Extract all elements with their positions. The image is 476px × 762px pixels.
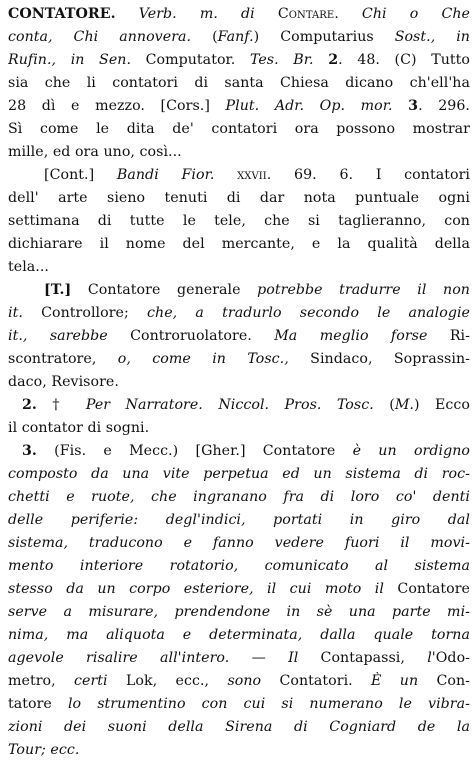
- entry-line-31: tatore lo strumentino con cui si numerano le vibra-: [8, 696, 470, 712]
- entry-line-20: 3. (Fis. e Mecc.) [Gher.] Contatore è un ordigno: [22, 443, 470, 459]
- entry-line-7: mille, ed ora uno, così...: [8, 144, 182, 160]
- entry-line-26: stesso da un corpo esteriore, il cui moto il Contatore: [8, 581, 470, 597]
- entry-line-19: il contator di sogni.: [8, 420, 150, 436]
- entry-line-29: agevole risalire all'intero. — Il Contapassi, l'Odo-: [8, 650, 470, 666]
- entry-line-1: CONTATORE. Verb. m. di Contare. Chi o Che: [8, 6, 470, 22]
- entry-line-32: zioni dei suoni della Sirena di Cogniard de la: [8, 719, 470, 735]
- entry-line-22: chetti e ruote, che ingranano fra di loro co' denti: [8, 489, 470, 505]
- entry-line-23: delle periferie: degl'indici, portati in giro dal: [8, 512, 470, 528]
- entry-line-28: nima, ma aliquota e determinata, dalla quale torna: [8, 627, 470, 643]
- entry-line-15: it., sarebbe Controruolatore. Ma meglio forse Ri-: [8, 328, 470, 344]
- entry-line-17: daco, Revisore.: [8, 374, 119, 390]
- entry-line-16: scontratore, o, come in Tosc., Sindaco, Soprassin-: [8, 351, 470, 367]
- entry-line-4: sia che li contatori di santa Chiesa dicano ch'ell'ha: [8, 75, 470, 91]
- entry-line-3: Rufin., in Sen. Computator. Tes. Br. 2. 48. (C) Tutto: [8, 52, 470, 68]
- headword: CONTATORE: [8, 6, 111, 22]
- entry-line-13: [T.] Contatore generale potrebbe tradurre il non: [44, 282, 470, 298]
- entry-line-27: serve a misurare, prendendone in sè una parte mi-: [8, 604, 470, 620]
- entry-line-9: dell' arte sieno tenuti di dar nota puntuale ogni: [8, 190, 470, 206]
- entry-line-2: conta, Chi annovera. (Fanf.) Computarius Sost., in: [8, 29, 470, 45]
- entry-line-30: metro, certi Lok, ecc., sono Contatori. È un Con-: [8, 673, 470, 689]
- entry-line-11: dichiarare il nome del mercante, e la qualità della: [8, 236, 470, 252]
- entry-line-24: sistema, traducono e fanno vedere fuori il movi-: [8, 535, 470, 551]
- entry-line-18: 2. † Per Narratore. Niccol. Pros. Tosc. (M.) Ecco: [22, 397, 470, 413]
- entry-line-10: settimana di tutte le tele, che si taglieranno, con: [8, 213, 470, 229]
- entry-line-8: [Cont.] Bandi Fior. xxvii. 69. 6. I contatori: [44, 167, 470, 183]
- entry-line-6: Sì come le dita de' contatori ora possono mostrar: [8, 121, 470, 137]
- entry-line-33: Tour; ecc.: [8, 742, 80, 758]
- entry-line-21: composto da una vite perpetua ed un sistema di roc-: [8, 466, 470, 482]
- entry-line-25: mento interiore rotatorio, comunicato al sistema: [8, 558, 470, 574]
- entry-line-14: it. Controllore; che, a tradurlo secondo le analogie: [8, 305, 470, 321]
- entry-line-12: tela...: [8, 259, 49, 275]
- entry-line-5: 28 dì e mezzo. [Cors.] Plut. Adr. Op. mor. 3. 296.: [8, 98, 470, 114]
